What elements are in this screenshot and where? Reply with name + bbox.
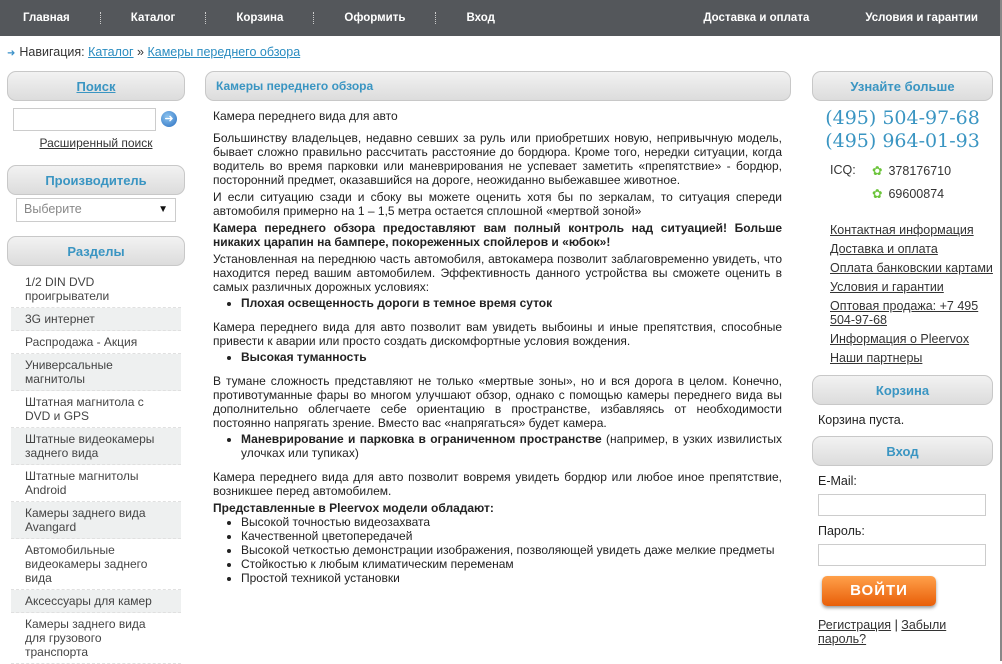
- manufacturer-header: Производитель: [7, 165, 185, 195]
- link-wholesale[interactable]: Оптовая продажа: +7 495 504-97-68: [830, 299, 979, 327]
- paragraph: Камера переднего вида для авто позволит вам увидеть выбоины и иные препятствия, способные привести к аварии или просто создать дискомфортные условия вождения.: [213, 320, 782, 348]
- login-links: [818, 618, 993, 646]
- category-list: [11, 271, 181, 664]
- dropdown-arrow-icon: ▼: [158, 204, 168, 215]
- login-header: Вход: [812, 436, 993, 466]
- feature-item: • Качественной цветопередачей: [241, 529, 782, 543]
- cart-header: Корзина: [812, 375, 993, 405]
- manufacturer-selected: Выберите: [24, 202, 82, 216]
- phone: (495) 504-97-68: [825, 107, 980, 129]
- search-title-link[interactable]: Поиск: [76, 78, 116, 94]
- category-item[interactable]: Универсальные магнитолы: [11, 354, 181, 391]
- info-header: Узнайте больше: [812, 71, 993, 101]
- category-item[interactable]: Автомобильные видеокамеры заднего вида: [11, 539, 181, 590]
- phone-numbers: [812, 107, 993, 153]
- bullet: [241, 432, 782, 460]
- bullet: • Плохая освещенность дороги в темное время суток: [241, 296, 782, 310]
- email-field[interactable]: [818, 494, 986, 516]
- advanced-search-link[interactable]: Расширенный поиск: [39, 136, 153, 150]
- paragraph: И если ситуацию сзади и сбоку вы можете оценить хотя бы по зеркалам, то ситуация спереди автомобиля примерно на 1 – 1,5 метра остается сплошной «мертвой зоной»: [213, 190, 782, 218]
- breadcrumb-catalog[interactable]: Каталог: [88, 45, 134, 59]
- bullet-rest: (например, в узких извилистых улочках или тупиках): [241, 432, 782, 460]
- icq-label: ICQ:: [830, 163, 856, 177]
- icq-number: 69600874: [888, 187, 945, 201]
- feature-item: • Стойкостью к любым климатическим переменам: [241, 557, 782, 571]
- phone: (495) 964-01-93: [825, 130, 980, 152]
- nav-login[interactable]: Вход: [435, 12, 524, 24]
- category-item[interactable]: 3G интернет: [11, 308, 181, 331]
- article-text: [205, 101, 791, 585]
- bullet: • Высокая туманность: [241, 350, 782, 364]
- link-about[interactable]: Информация о Pleervox: [830, 332, 970, 346]
- breadcrumb-separator: »: [137, 45, 144, 59]
- paragraph: Установленная на переднюю часть автомобиля, автокамера позволит заблаговременно увидеть, что находится перед вашим автомобилем. Эффективность данного устройства вы сможете оценить в самых различных дорожных условиях:: [213, 252, 782, 294]
- arrow-right-icon: ➜: [7, 48, 16, 59]
- paragraph: Большинству владельцев, недавно севших за руль или приобретших новую, непривычную модель, бывает сложно правильно рассчитать расстояние до бордюра. Кроме того, нередки ситуации, когда водитель во время парковки или маневрирования не успевает заметить «препятствие» - бордюр, посторонний предмет, оказавшийся на дороге, неожиданно выбежавшее животное.: [213, 131, 782, 187]
- category-item[interactable]: Аксессуары для камер: [11, 590, 181, 613]
- icq-flower-icon: ✿: [872, 187, 883, 201]
- nav-delivery[interactable]: Доставка и оплата: [703, 12, 810, 24]
- page-title: Камеры переднего обзора: [205, 71, 791, 101]
- category-item[interactable]: Камеры заднего вида Avangard: [11, 502, 181, 539]
- paragraph: В тумане сложность представляют не только «мертвые зоны», но и вся дорога в целом. Конечно, противотуманные фары во многом улучшают обзор, однако с помощью камеры переднего вида вы дополнительно облегчаете себе ориентацию в пространстве, избавляясь от необходимости постоянно напрягать зрение. Вместо вас «напрягаться» будет камера.: [213, 374, 782, 430]
- email-label: E-Mail:: [818, 474, 857, 488]
- paragraph: Представленные в Pleervox модели обладают:: [213, 501, 494, 515]
- category-item[interactable]: Штатные видеокамеры заднего вида: [11, 428, 181, 465]
- password-field[interactable]: [818, 544, 986, 566]
- search-input[interactable]: [13, 108, 156, 131]
- nav-catalog[interactable]: Каталог: [100, 12, 206, 24]
- link-terms[interactable]: Условия и гарантии: [830, 280, 944, 294]
- search-header: [7, 71, 185, 101]
- top-navigation: [0, 0, 1000, 36]
- forgot-password-link[interactable]: Забыли пароль?: [818, 618, 947, 646]
- breadcrumb-current[interactable]: Камеры переднего обзора: [147, 45, 301, 59]
- category-item[interactable]: Распродажа - Акция: [11, 331, 181, 354]
- category-item[interactable]: Штатные магнитолы Android: [11, 465, 181, 502]
- link-contacts[interactable]: Контактная информация: [830, 223, 974, 237]
- search-go-icon[interactable]: ➜: [161, 111, 177, 127]
- left-sidebar: [7, 71, 185, 659]
- nav-home[interactable]: Главная: [23, 12, 70, 24]
- link-partners[interactable]: Наши партнеры: [830, 351, 923, 365]
- icq-number: 378176710: [888, 164, 952, 178]
- link-card-payment[interactable]: Оплата банковскии картами: [830, 261, 993, 275]
- paragraph: Камера переднего вида для авто позволит вовремя увидеть бордюр или любое иное препятствие, возникшее перед автомобилем.: [213, 470, 782, 498]
- separator: |: [894, 618, 898, 632]
- sections-header: Разделы: [7, 236, 185, 266]
- nav-cart[interactable]: Корзина: [205, 12, 313, 24]
- category-item[interactable]: 1/2 DIN DVD проигрыватели: [11, 271, 181, 308]
- info-links: [830, 223, 993, 365]
- right-sidebar: [812, 71, 993, 646]
- bullet-bold: Маневрирование и парковка в ограниченном пространстве: [241, 432, 602, 446]
- manufacturer-select[interactable]: [16, 198, 176, 222]
- feature-item: • Простой техникой установки: [241, 571, 782, 585]
- category-item[interactable]: Камеры заднего вида для грузового транспорта: [11, 613, 181, 664]
- cart-status: Корзина пуста.: [818, 413, 905, 427]
- main-content: [205, 71, 791, 595]
- breadcrumb: [7, 45, 300, 59]
- paragraph: Камера переднего обзора предоставляют вам полный контроль над ситуацией! Больше никаких царапин на бампере, покореженных спойлеров и «юбок»!: [213, 221, 782, 249]
- icq-flower-icon: ✿: [872, 164, 883, 178]
- register-link[interactable]: Регистрация: [818, 618, 892, 632]
- icq-block: [830, 163, 993, 209]
- password-label: Пароль:: [818, 524, 865, 538]
- category-item[interactable]: Штатная магнитола с DVD и GPS: [11, 391, 181, 428]
- breadcrumb-label: Навигация:: [19, 45, 85, 59]
- feature-item: • Высокой точностью видеозахвата: [241, 515, 782, 529]
- link-delivery[interactable]: Доставка и оплата: [830, 242, 938, 256]
- paragraph: Камера переднего вида для авто: [213, 109, 398, 123]
- nav-terms[interactable]: Условия и гарантии: [865, 12, 978, 24]
- feature-item: • Высокой четкостью демонстрации изображения, позволяющей увидеть даже мелкие предметы: [241, 543, 782, 557]
- login-button[interactable]: ВОЙТИ: [822, 576, 936, 606]
- nav-checkout[interactable]: Оформить: [313, 12, 435, 24]
